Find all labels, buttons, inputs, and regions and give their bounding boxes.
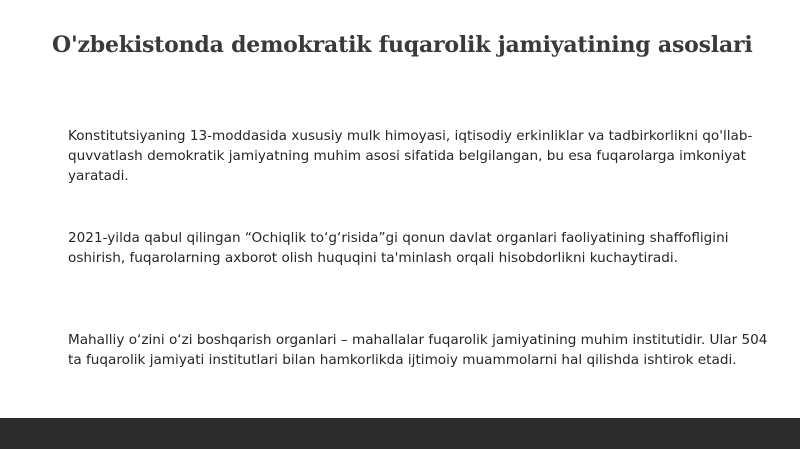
slide-title: O'zbekistonda demokratik fuqarolik jamiyatining asoslari: [52, 32, 753, 58]
paragraph-openness-law: 2021-yilda qabul qilingan “Ochiqlik to‘g‘risida”gi qonun davlat organlari faoliyatining shaffofligini oshirish, fuqarolarning axborot olish huquqini ta'minlash orqali hisobdorlikni kuchaytiradi.: [68, 230, 729, 266]
paragraph-constitution: Konstitutsiyaning 13-moddasida xususiy mulk himoyasi, iqtisodiy erkinliklar va tadbirkorlikni qo'llab-quvvatlash demokratik jamiyatning muhim asosi sifatida belgilangan, bu esa fuqarolarga imkoniyat yaratadi.: [68, 128, 753, 184]
footer-bar: [0, 418, 800, 449]
paragraph-mahalla: Mahalliy o‘zini o‘zi boshqarish organlari – mahallalar fuqarolik jamiyatining muhim institutidir. Ular 504 ta fuqarolik jamiyati institutlari bilan hamkorlikda ijtimoiy muammolarni hal qilishda ishtirok etadi.: [68, 332, 768, 368]
